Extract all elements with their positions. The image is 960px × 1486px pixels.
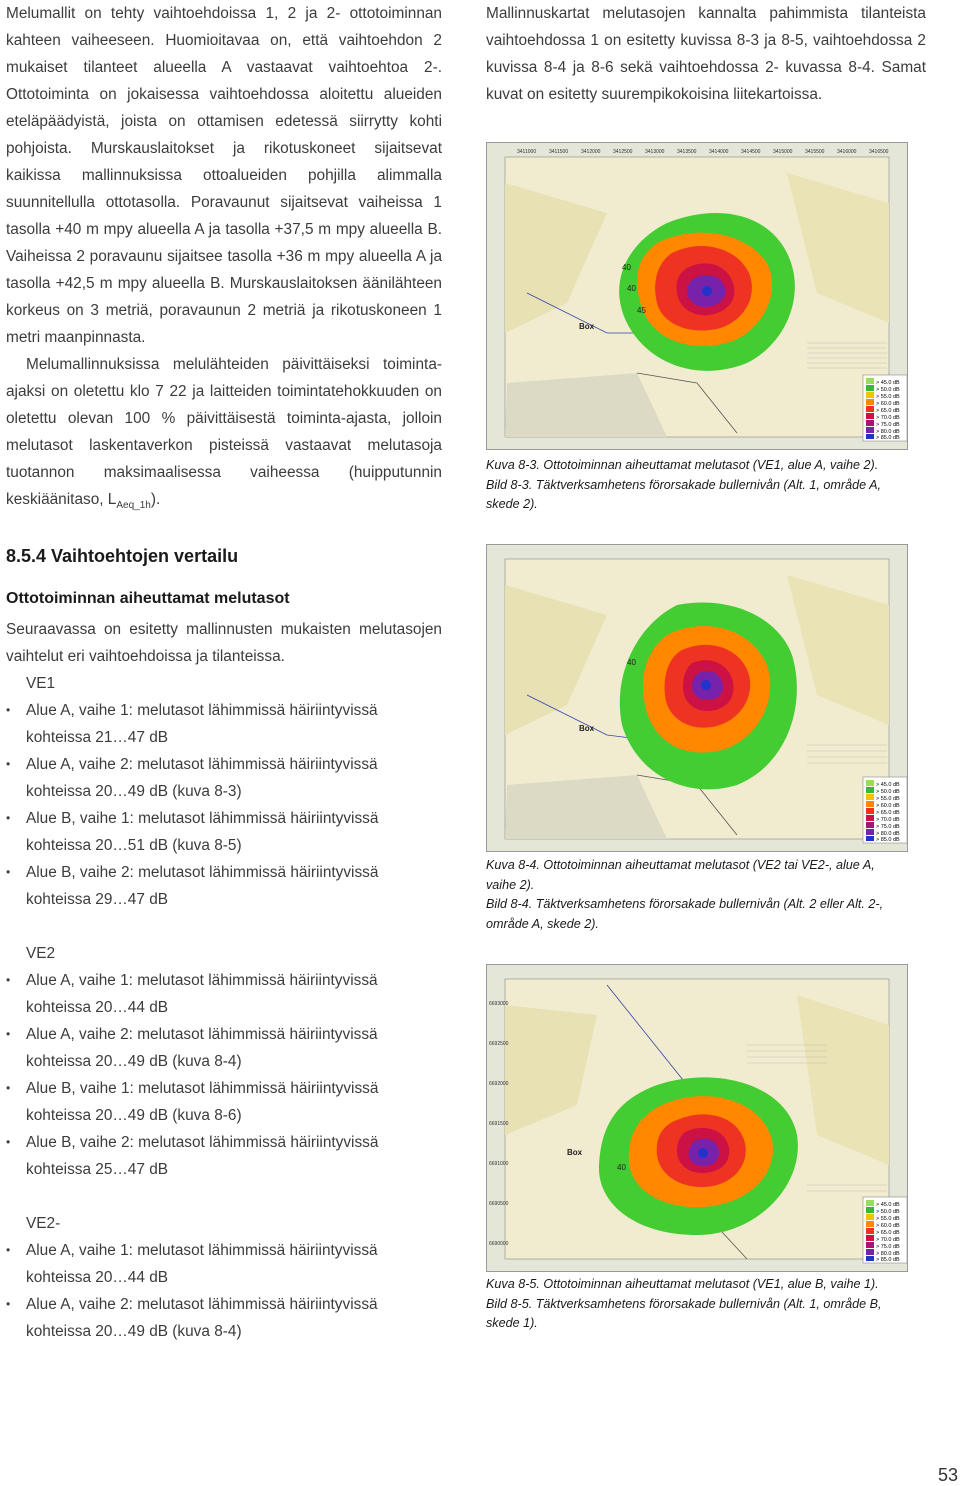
legend-entry: > 70.0 dB: [876, 415, 900, 421]
legend-entry: > 50.0 dB: [876, 387, 900, 393]
legend-entry: > 80.0 dB: [876, 1251, 900, 1257]
body-paragraph-2: [6, 351, 442, 519]
list-item-line2: kohteissa 20…44 dB: [26, 1269, 169, 1286]
list-item-line2: kohteissa 20…49 dB (kuva 8-4): [26, 1323, 242, 1340]
tick-label: 6691000: [489, 1161, 509, 1167]
group-ve1: [6, 670, 442, 913]
legend-entry: > 45.0 dB: [876, 1202, 900, 1208]
legend-entry: > 80.0 dB: [876, 831, 900, 837]
legend-entry: > 65.0 dB: [876, 408, 900, 414]
list-item: [6, 1237, 442, 1291]
caption-swedish: Bild 8-5. Täktverksamhetens förorsakade bullernivån (Alt. 1, område B, skede 1).: [486, 1296, 882, 1330]
section-heading: 8.5.4 Vaihtoehtojen vertailu: [6, 546, 239, 566]
map-legend: [863, 375, 907, 441]
list-item-line1: • Alue A, vaihe 1: melutasot lähimmissä häiriintyvissä: [26, 702, 378, 719]
tick-label: 3412000: [581, 149, 601, 155]
noise-map-graphic: [487, 143, 907, 449]
right-paragraph: Mallinnuskartat melutasojen kannalta pahimmista tilanteista vaihtoehdossa 1 on esitetty kuvissa 8-3 ja 8-5, vaihtoehdossa 2 kuvissa 8-4 ja 8-6 sekä vaihtoehdossa 2- kuvassa 8-4. Samat kuvat on esitetty suurempikokoisina liitekartoissa.: [486, 5, 926, 103]
list-item-line2: kohteissa 20…49 dB (kuva 8-4): [26, 1053, 242, 1070]
list-item: [6, 751, 442, 805]
caption-finnish: Kuva 8-5. Ottotoiminnan aiheuttamat melutasot (VE1, alue B, vaihe 1).: [486, 1277, 879, 1291]
legend-entry: > 65.0 dB: [876, 1230, 900, 1236]
list-item-line1: • Alue B, vaihe 1: melutasot lähimmissä häiriintyvissä: [26, 1080, 379, 1097]
legend-entry: > 55.0 dB: [876, 796, 900, 802]
list-item-line1: • Alue A, vaihe 1: melutasot lähimmissä häiriintyvissä: [26, 972, 378, 989]
tick-label: 3411000: [517, 149, 537, 155]
tick-label: 3411500: [549, 149, 569, 155]
legend-entry: > 80.0 dB: [876, 429, 900, 435]
list-item-line1: • Alue A, vaihe 2: melutasot lähimmissä häiriintyvissä: [26, 1026, 378, 1043]
list-item-line1: • Alue B, vaihe 2: melutasot lähimmissä häiriintyvissä: [26, 1134, 379, 1151]
legend-entry: > 50.0 dB: [876, 789, 900, 795]
tick-label: 6693000: [489, 1001, 509, 1007]
legend-entry: > 75.0 dB: [876, 1244, 900, 1250]
noise-map-graphic: [487, 545, 907, 851]
legend-entry: > 55.0 dB: [876, 1216, 900, 1222]
tick-label: 6690000: [489, 1241, 509, 1247]
list-item-line1: • Alue B, vaihe 2: melutasot lähimmissä häiriintyvissä: [26, 864, 379, 881]
tick-label: 3412500: [613, 149, 633, 155]
paragraph-2-end: ).: [150, 491, 161, 508]
caption-swedish: Bild 8-3. Täktverksamhetens förorsakade bullernivån (Alt. 1, område A, skede 2).: [486, 477, 882, 511]
list-item: [6, 1021, 442, 1075]
group-label: VE1: [26, 675, 56, 692]
tick-label: 3416500: [869, 149, 889, 155]
legend-entry: > 85.0 dB: [876, 1257, 900, 1263]
noise-map-8-4: [486, 544, 908, 852]
tick-label: 6690500: [489, 1201, 509, 1207]
tick-label: 6692500: [489, 1041, 509, 1047]
right-column-text: [486, 0, 926, 108]
place-label: Box: [579, 724, 595, 733]
legend-entry: > 75.0 dB: [876, 422, 900, 428]
intro-paragraph: Seuraavassa on esitetty mallinnusten mukaisten melutasojen vaihtelut eri vaihtoehdoissa ja tilanteissa.: [6, 621, 442, 665]
legend-entry: > 85.0 dB: [876, 837, 900, 843]
place-label: Box: [567, 1148, 583, 1157]
legend-entry: > 70.0 dB: [876, 1237, 900, 1243]
noise-map-8-3: [486, 142, 908, 450]
tick-label: 6691500: [489, 1121, 509, 1127]
map-legend: [863, 777, 907, 843]
left-column-text: [6, 0, 442, 519]
list-item-line2: kohteissa 29…47 dB: [26, 891, 169, 908]
list-item-line1: • Alue A, vaihe 1: melutasot lähimmissä häiriintyvissä: [26, 1242, 378, 1259]
contour-label: 40: [627, 284, 636, 293]
legend-entry: > 45.0 dB: [876, 782, 900, 788]
list-item-line2: kohteissa 21…47 dB: [26, 729, 169, 746]
contour-label: 40: [617, 1163, 626, 1172]
body-paragraph-1: Melumallit on tehty vaihtoehdoissa 1, 2 ja 2- ottotoiminnan kahteen vaiheeseen. Huomioitavaa on, että vaihtoehdon 2 mukaiset tilanteet alueella A vastaavat vaihtoehtoa 2-. Ottotoiminta on jokaisessa vaihtoehdossa aloitettu alueiden eteläpäädyistä, joista on ottamisen edetessä siirrytty kohti pohjoista. Murskauslaitokset ja rikotuskoneet sijaitsevat kaikissa mallinnuksissa ottoalueiden pohjilla alimmalla suunnitellulla ottotasolla. Poravaunut sijaitsevat vaiheissa 1 tasolla +40 m mpy alueella A ja tasolla +37,5 m mpy alueella B. Vaiheissa 2 poravaunu sijaitsee tasolla +36 m mpy alueella A ja tasolla +42,5 m mpy alueella B. Murskauslaitoksen äänilähteen korkeus on 3 metriä, poravaunun 2 metriä ja rikotuskoneen 1 metri maanpinnasta.: [6, 5, 442, 346]
tick-label: 3413500: [677, 149, 697, 155]
map-legend: [863, 1197, 907, 1263]
page-number: 53: [937, 1465, 958, 1485]
noise-map-8-5: [486, 964, 908, 1272]
legend-entry: > 55.0 dB: [876, 394, 900, 400]
legend-entry: > 65.0 dB: [876, 810, 900, 816]
tick-label: 3414500: [741, 149, 761, 155]
tick-label: 3416000: [837, 149, 857, 155]
list-item: [6, 859, 442, 913]
paragraph-2-subscript: Aeq_1h: [116, 500, 151, 512]
list-item: [6, 697, 442, 751]
legend-entry: > 60.0 dB: [876, 1223, 900, 1229]
group-label: VE2: [26, 945, 56, 962]
contour-label: 45: [637, 306, 646, 315]
contour-label: 40: [627, 658, 636, 667]
contour-label: 40: [622, 263, 631, 272]
legend-entry: > 45.0 dB: [876, 380, 900, 386]
tick-label: 3415000: [773, 149, 793, 155]
caption-finnish: Kuva 8-4. Ottotoiminnan aiheuttamat melutasot (VE2 tai VE2-, alue A, vaihe 2).: [486, 858, 875, 892]
caption-8-5: [486, 1275, 906, 1334]
list-item: [6, 967, 442, 1021]
caption-finnish: Kuva 8-3. Ottotoiminnan aiheuttamat melutasot (VE1, alue A, vaihe 2).: [486, 458, 879, 472]
list-item-line2: kohteissa 20…49 dB (kuva 8-6): [26, 1107, 242, 1124]
legend-entry: > 60.0 dB: [876, 803, 900, 809]
list-item-line2: kohteissa 20…44 dB: [26, 999, 169, 1016]
list-item-line2: kohteissa 20…51 dB (kuva 8-5): [26, 837, 242, 854]
list-item: [6, 1075, 442, 1129]
list-item-line2: kohteissa 20…49 dB (kuva 8-3): [26, 783, 242, 800]
group-label: VE2-: [26, 1215, 61, 1232]
list-item: [6, 1291, 442, 1345]
legend-entry: > 60.0 dB: [876, 401, 900, 407]
list-item: [6, 1129, 442, 1183]
group-ve2-minus: [6, 1210, 442, 1345]
legend-entry: > 85.0 dB: [876, 435, 900, 441]
tick-label: 3414000: [709, 149, 729, 155]
caption-swedish: Bild 8-4. Täktverksamhetens förorsakade bullernivån (Alt. 2 eller Alt. 2-, område A, skede 2).: [486, 897, 884, 931]
legend-entry: > 50.0 dB: [876, 1209, 900, 1215]
list-item-line1: • Alue B, vaihe 1: melutasot lähimmissä häiriintyvissä: [26, 810, 379, 827]
list-item: [6, 805, 442, 859]
paragraph-2-text: Melumallinnuksissa melulähteiden päivittäiseksi toiminta-ajaksi on oletettu klo 7 22 ja laitteiden toimintatehokkuuden on oletettu olevan 100 % päivittäisestä toiminta-ajasta, jolloin melutasot laskentaverkon pisteissä vastaavat melutasoja tuotannon maksimaalisessa vaiheessa (huipputunnin keskiäänitaso, L: [6, 356, 442, 508]
caption-8-3: [486, 456, 906, 515]
tick-label: 3415500: [805, 149, 825, 155]
tick-label: 3413000: [645, 149, 665, 155]
tick-label: 6692000: [489, 1081, 509, 1087]
caption-8-4: [486, 856, 906, 934]
list-item-line2: kohteissa 25…47 dB: [26, 1161, 169, 1178]
legend-entry: > 70.0 dB: [876, 817, 900, 823]
list-item-line1: • Alue A, vaihe 2: melutasot lähimmissä häiriintyvissä: [26, 1296, 378, 1313]
group-ve2: [6, 940, 442, 1183]
subheading: Ottotoiminnan aiheuttamat melutasot: [6, 590, 290, 607]
legend-entry: > 75.0 dB: [876, 824, 900, 830]
list-item-line1: • Alue A, vaihe 2: melutasot lähimmissä häiriintyvissä: [26, 756, 378, 773]
noise-map-graphic: [487, 965, 907, 1271]
place-label: Box: [579, 322, 595, 331]
